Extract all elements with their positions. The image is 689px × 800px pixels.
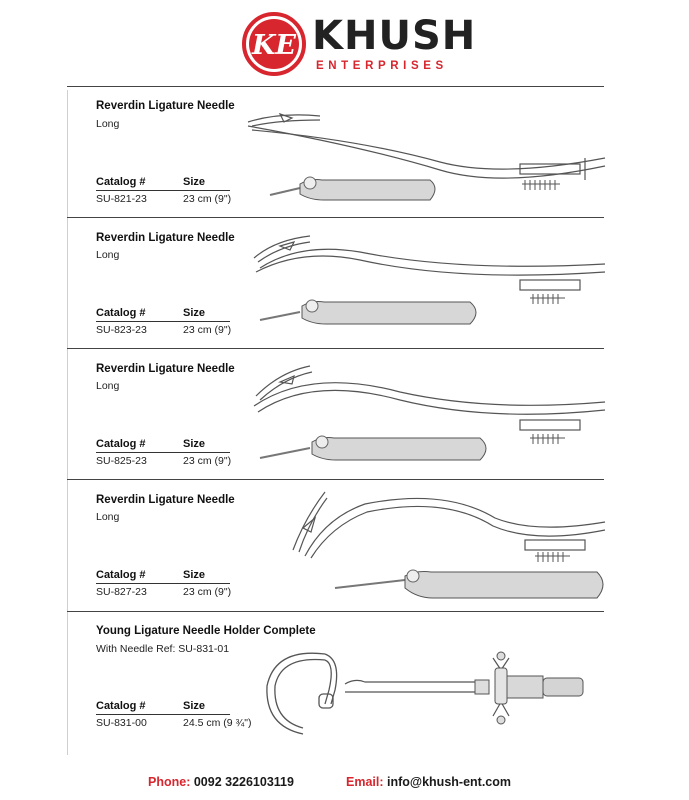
- email-address[interactable]: info@khush-ent.com: [387, 775, 511, 789]
- size-header: Size: [183, 438, 206, 450]
- header-rule: [96, 714, 230, 715]
- young-needle-holder-icon: [255, 640, 605, 740]
- size-header: Size: [183, 700, 206, 712]
- reverdin-needle-icon: [240, 232, 609, 337]
- product-title: Reverdin Ligature Needle: [96, 100, 235, 112]
- size-value: 23 cm (9"): [183, 586, 232, 598]
- product-title: Reverdin Ligature Needle: [96, 494, 235, 506]
- catalog-header: Catalog #: [96, 307, 146, 319]
- catalog-header: Catalog #: [96, 176, 146, 188]
- logo-mark-icon: [242, 12, 306, 76]
- reverdin-needle-icon: [240, 362, 609, 470]
- product-subtitle: Long: [96, 511, 120, 523]
- header-rule: [96, 321, 230, 322]
- phone-contact: [148, 775, 294, 789]
- catalog-header: Catalog #: [96, 438, 146, 450]
- size-value: 23 cm (9"): [183, 324, 232, 336]
- divider: [67, 348, 604, 349]
- product-subtitle: With Needle Ref: SU-831-01: [96, 643, 230, 655]
- catalog-number: SU-831-00: [96, 717, 147, 729]
- header-rule: [96, 583, 230, 584]
- email-contact: [346, 775, 511, 789]
- product-title: Young Ligature Needle Holder Complete: [96, 625, 316, 637]
- catalog-number: SU-827-23: [96, 586, 147, 598]
- catalog-header: Catalog #: [96, 700, 146, 712]
- catalog-number: SU-825-23: [96, 455, 147, 467]
- reverdin-needle-icon: [285, 488, 609, 608]
- size-header: Size: [183, 307, 206, 319]
- catalog-number: SU-823-23: [96, 324, 147, 336]
- divider: [67, 611, 604, 612]
- size-header: Size: [183, 569, 206, 581]
- left-rule: [67, 90, 68, 755]
- brand-tagline: ENTERPRISES: [316, 60, 448, 72]
- product-title: Reverdin Ligature Needle: [96, 363, 235, 375]
- catalog-number: SU-821-23: [96, 193, 147, 205]
- size-value: 24.5 cm (9 ¾"): [183, 717, 252, 729]
- divider: [67, 86, 604, 87]
- catalog-header: Catalog #: [96, 569, 146, 581]
- product-subtitle: Long: [96, 380, 120, 392]
- phone-number: 0092 3226103119: [193, 775, 294, 789]
- email-label: Email:: [346, 775, 384, 789]
- size-header: Size: [183, 176, 206, 188]
- divider: [67, 217, 604, 218]
- brand-name: KHUSH: [312, 13, 477, 59]
- reverdin-needle-icon: [240, 100, 609, 215]
- header-rule: [96, 452, 230, 453]
- phone-label: Phone:: [148, 775, 191, 789]
- divider: [67, 479, 604, 480]
- header-rule: [96, 190, 230, 191]
- product-subtitle: Long: [96, 118, 120, 130]
- product-title: Reverdin Ligature Needle: [96, 232, 235, 244]
- size-value: 23 cm (9"): [183, 193, 232, 205]
- logo-mark-text: KE: [251, 30, 297, 61]
- size-value: 23 cm (9"): [183, 455, 232, 467]
- brand-logo: [242, 10, 477, 80]
- product-subtitle: Long: [96, 249, 120, 261]
